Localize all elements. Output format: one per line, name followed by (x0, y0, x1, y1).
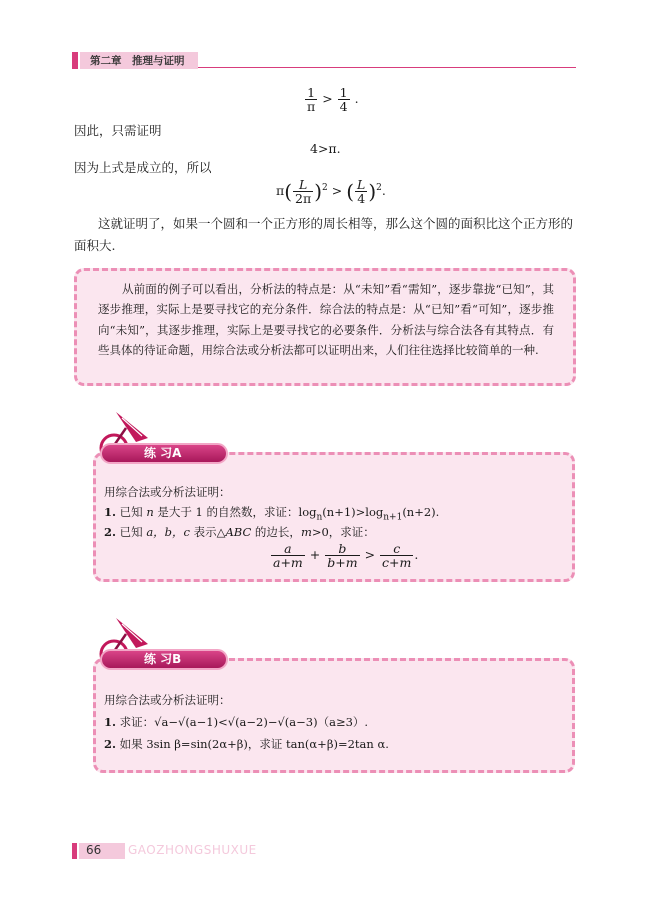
header-accent-bar (72, 52, 78, 69)
footer-logo-text: GAOZHONGSHUXUE (128, 843, 257, 857)
exercise-a-formula: $\frac{a}{a+m}$ + $\frac{b}{b+m}$ > $\frac{c}{c+m}$ . (273, 541, 419, 570)
exercise-b-item-1: 1. 求证：√a−√(a−1)<√(a−2)−√(a−3)（a≥3）. (104, 715, 369, 729)
note-text: 从前面的例子可以看出，分析法的特点是：从“未知”看“需知”，逐步靠拢“已知”，其逐步推理，实际上是要寻找它的充分条件．综合法的特点是：从“已知”看“可知”，逐步推向“未知”，其逐步推理，实际上是要寻找它的必要条件．分析法与综合法各有其特点．有些具体的待证命题，用综合法或分析法都可以证明出来，人们往往选择比较简单的一种. (98, 282, 554, 357)
text-hence: 因此，只需证明 (74, 123, 162, 138)
inequality-3: π( $\frac{L}{2\pi}$ )$^2$ > ( $\frac{L}{4}$ )$^2$. (276, 177, 386, 206)
page-number: 66 (86, 843, 102, 857)
conclusion-paragraph: 这就证明了，如果一个圆和一个正方形的周长相等，那么这个圆的面积比这个正方形的面积大. (74, 216, 574, 253)
exercise-a-badge: 练 习A (100, 443, 228, 464)
exercise-b-intro: 用综合法或分析法证明： (104, 693, 231, 707)
inequality-2: 4>π. (310, 141, 341, 156)
exercise-b-item-2: 2. 如果 3sin β=sin(2α+β)，求证 tan(α+β)=2tan α. (104, 737, 389, 751)
chapter-title: 第二章 推理与证明 (90, 55, 185, 67)
inequality-1: $\frac{1}{\pi}$ > $\frac{1}{4}$ . (307, 85, 359, 114)
exercise-b-badge: 练 习B (100, 649, 228, 670)
exercise-a-item-2: 2. 已知 a，b，c 表示△ABC 的边长，m>0，求证： (104, 525, 375, 539)
exercise-a-item-1: 1. 已知 n 是大于 1 的自然数，求证：$\log_n(n+1)>\log_{n+1}(n+2)$. (104, 505, 440, 523)
text-because: 因为上式是成立的，所以 (74, 160, 212, 175)
footer-accent-bar (72, 843, 77, 859)
header-rule (198, 67, 576, 68)
exercise-a-intro: 用综合法或分析法证明： (104, 485, 231, 499)
